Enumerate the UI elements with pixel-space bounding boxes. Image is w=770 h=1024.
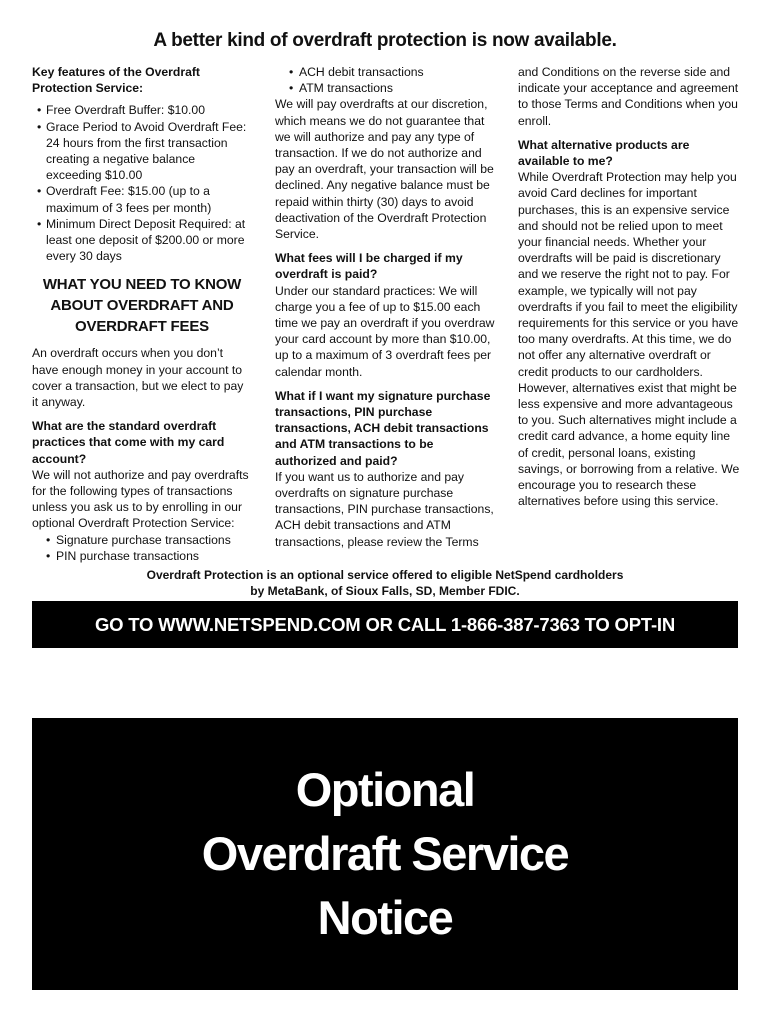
- question-fees: What fees will I be charged if my overdraft is paid?: [275, 251, 463, 282]
- question-authorize: What if I want my signature purchase transactions, PIN purchase transactions, ACH debit transactions and ATM transactions to be authorized and paid?: [275, 388, 491, 468]
- key-feature-item: • Free Overdraft Buffer: $10.00: [32, 102, 252, 118]
- answer-standard-practices: We will not authorize and pay overdrafts for the following types of transactions unless you ask us to by enrolling in our optional Overdraft Protection Service:: [32, 467, 249, 531]
- section-heading: WHAT YOU NEED TO KNOW ABOUT OVERDRAFT AND OVERDRAFT FEES: [42, 276, 242, 336]
- overdraft-intro: An overdraft occurs when you don’t have enough money in your account to cover a transaction, but we elect to pay it anyway.: [32, 346, 244, 410]
- transaction-types-list-cont: [275, 64, 497, 96]
- cover-title-line: Optional: [295, 763, 475, 816]
- key-features-title: Key features of the Overdraft Protection Service:: [32, 65, 200, 96]
- cover-title-line: Notice: [317, 891, 453, 944]
- column-3: [518, 64, 740, 509]
- transaction-type-item: • PIN purchase transactions: [32, 548, 252, 564]
- answer-standard-practices-cont: We will pay overdrafts at our discretion, which means we do not guarantee that we will authorize and pay any type of transaction. If we do not authorize and pay an overdraft, your transaction will be declined. Any negative balance must be repaid within thirty (30) days to avoid deactivation of the Overdraft Protection Service.: [275, 97, 494, 242]
- column-2: [275, 64, 497, 550]
- question-alternatives: What alternative products are available to me?: [518, 137, 690, 169]
- opt-in-banner: [32, 601, 738, 648]
- column-1: [32, 64, 252, 564]
- answer-authorize: If you want us to authorize and pay overdrafts on signature purchase transactions, PIN purchase transactions, ACH debit transactions and ATM transactions, please review the Terms: [275, 469, 494, 549]
- transaction-types-list: [32, 532, 252, 564]
- transaction-type-item: • ATM transactions: [275, 80, 497, 96]
- key-feature-item: • Minimum Direct Deposit Required: at least one deposit of $200.00 or more every 30 days: [32, 216, 252, 265]
- fdic-disclosure-line: by MetaBank, of Sioux Falls, SD, Member FDIC.: [250, 584, 520, 598]
- answer-fees: Under our standard practices: We will charge you a fee of up to $15.00 each time we pay an overdraft if you overdraw your card account by more than $10.00, up to a maximum of 3 overdraft fees per calendar month.: [275, 283, 495, 379]
- fdic-disclosure-line: Overdraft Protection is an optional service offered to eligible NetSpend cardholders: [146, 568, 624, 582]
- transaction-type-item: • Signature purchase transactions: [32, 532, 252, 548]
- key-features-list: [32, 102, 252, 264]
- answer-authorize-cont: and Conditions on the reverse side and indicate your acceptance and agreement to those Terms and Conditions when you enroll.: [518, 65, 739, 128]
- answer-alternatives: While Overdraft Protection may help you avoid Card declines for important purchases, this is an expensive service and should not be relied upon to meet your financial needs. Whether your overdrafts will be paid is discretionary and we reserve the right not to pay. For example, we typically will not pay overdrafts if you fail to meet the eligibility requirements for this service or you have too many overdrafts. At this time, we do not offer any alternative overdraft or credit products to our cardholders. However, alternatives exist that might be less expensive and more advantageous to you. Such alternatives might include a credit card advance, a home equity line of credit, personal loans, existing savings, or borrowing from a relative. We encourage you to research these alternatives before using this service.: [518, 170, 740, 509]
- notice-cover-panel: [32, 718, 738, 990]
- opt-in-text: GO TO WWW.NETSPEND.COM OR CALL 1-866-387-7363 TO OPT-IN: [94, 613, 676, 635]
- key-feature-item: • Overdraft Fee: $15.00 (up to a maximum of 3 fees per month): [32, 183, 252, 215]
- question-standard-practices: What are the standard overdraft practices that come with my card account?: [32, 419, 225, 466]
- transaction-type-item: • ACH debit transactions: [275, 64, 497, 80]
- key-feature-item: • Grace Period to Avoid Overdraft Fee: 24 hours from the first transaction creating a negative balance exceeding $10.00: [32, 119, 252, 184]
- fdic-disclosure: [0, 567, 770, 599]
- cover-title-line: Overdraft Service: [201, 827, 569, 880]
- page-headline: A better kind of overdraft protection is now available.: [153, 30, 617, 51]
